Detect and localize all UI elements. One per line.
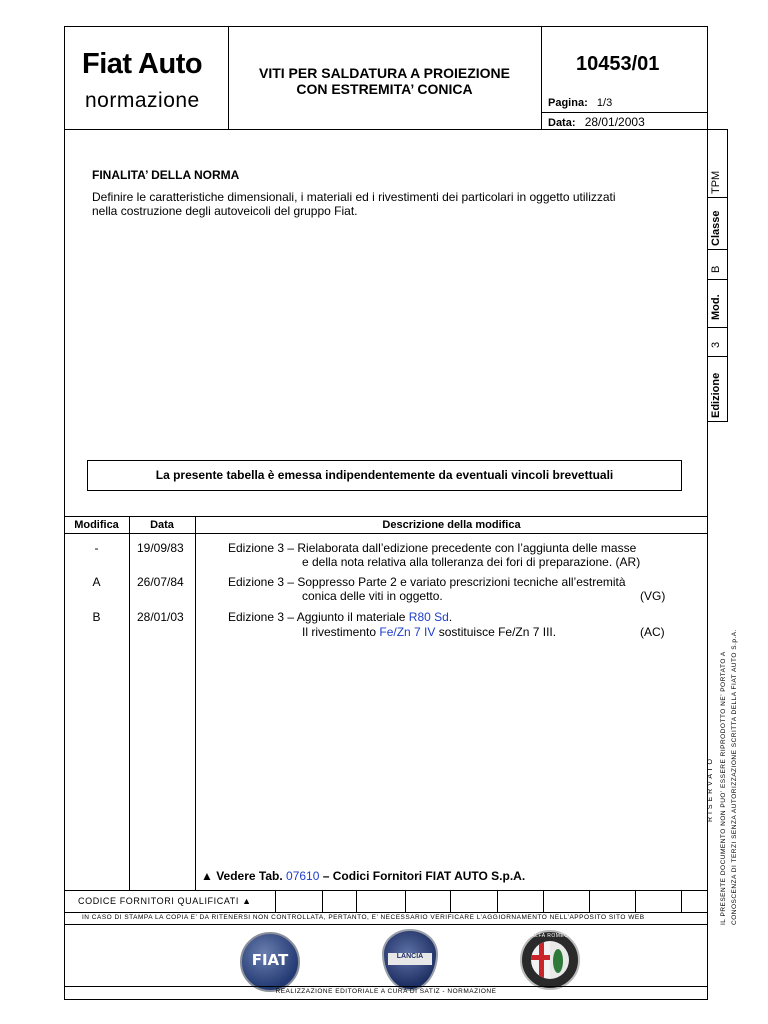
row3-desc-2-pre: Il rivestimento <box>302 625 380 639</box>
alfa-emblem-inner <box>531 941 569 979</box>
row2-desc-1: Edizione 3 – Soppresso Parte 2 e variato prescrizioni tecniche all’estremità <box>228 575 626 589</box>
row1-mod: - <box>94 541 99 555</box>
row3-desc-1-pre: Edizione 3 – Aggiunto il materiale <box>228 610 409 624</box>
row1-desc-1: Edizione 3 – Rielaborata dall’edizione precedente con l’aggiunta delle masse <box>228 541 637 555</box>
date-label: Data: <box>548 117 576 129</box>
supplier-cell-sep-3 <box>356 890 357 912</box>
side-classe-value: B <box>710 265 722 273</box>
fiat-emblem <box>240 932 300 992</box>
title-line-1: VITI PER SALDATURA A PROIEZIONE <box>259 65 510 81</box>
side-tpm: TPM <box>710 170 722 194</box>
row2-date: 26/07/84 <box>137 575 184 589</box>
purpose-line-2: nella costruzione degli autoveicoli del gruppo Fiat. <box>92 204 358 218</box>
brand-subtitle: normazione <box>85 89 200 112</box>
supplier-ref-pre: ▲ Vedere Tab. <box>201 869 287 883</box>
date-value: 28/01/2003 <box>584 115 645 129</box>
supplier-cell-sep-9 <box>635 890 636 912</box>
purpose-line-1: Definire le caratteristiche dimensionali, i materiali ed i rivestimenti dei particolari in oggetto utilizzati <box>92 190 616 204</box>
lancia-emblem-text: LANCIA <box>396 953 424 960</box>
row3-desc-2-post: sostituisce Fe/Zn 7 III. <box>435 625 557 639</box>
alfa-serpent <box>553 949 563 973</box>
date-divider <box>541 112 708 113</box>
side-mod-label: Mod. <box>710 294 722 320</box>
page-info <box>548 97 612 109</box>
document-number: 10453/01 <box>576 53 660 75</box>
page-value: 1/3 <box>596 97 613 109</box>
header-divider <box>64 129 708 130</box>
alfa-cross-h <box>531 955 550 960</box>
side-tab-div-3 <box>707 279 728 280</box>
row3-mod: B <box>92 610 101 624</box>
supplier-cell-sep-4 <box>405 890 406 912</box>
purpose-heading: FINALITA’ DELLA NORMA <box>92 168 240 182</box>
row1-date: 19/09/83 <box>137 541 184 555</box>
supplier-cell-sep-6 <box>497 890 498 912</box>
suppliers-bottom-line <box>64 912 708 913</box>
reserved-line-1: IL PRESENTE DOCUMENTO NON PUO’ ESSERE RIPRODOTTO NE’ PORTATO A <box>720 651 727 925</box>
brand-logo: Fiat Auto <box>82 48 203 80</box>
table-header-line <box>64 533 708 534</box>
side-tab-div-5 <box>707 356 728 357</box>
print-warning: IN CASO DI STAMPA LA COPIA E’ DA RITENERSI NON CONTROLLATA, PERTANTO, E’ NECESSARIO VERIFICARE L’AGGIORNAMENTO NELL’APPOSITO SITO WEB <box>82 914 645 921</box>
supplier-cell-sep-7 <box>543 890 544 912</box>
supplier-cell-sep-1 <box>275 890 276 912</box>
reserved-line-2: CONOSCENZA DI TERZI SENZA AUTORIZZAZIONE SCRITTA DELLA FIAT AUTO S.p.A. <box>731 629 738 925</box>
date-info <box>548 115 645 129</box>
table-top-line <box>64 516 708 517</box>
side-edizione-label: Edizione <box>710 372 722 418</box>
row2-desc-tag: (VG) <box>640 589 666 603</box>
table-link-07610[interactable]: 07610 <box>286 869 320 883</box>
title-line-2: CON ESTREMITA’ CONICA <box>296 81 473 97</box>
reserved-title: R I S E R V A T O <box>707 758 714 822</box>
credit-top-line <box>64 986 708 987</box>
side-tab-div-4 <box>707 327 728 328</box>
supplier-cell-sep-10 <box>681 890 682 912</box>
supplier-ref-post: – Codici Fornitori FIAT AUTO S.p.A. <box>319 869 526 883</box>
row2-mod: A <box>92 575 101 589</box>
side-tab-div-2 <box>707 249 728 250</box>
alfa-cross-v <box>539 941 544 979</box>
row3-desc-tag: (AC) <box>640 625 665 639</box>
row3-date: 28/01/03 <box>137 610 184 624</box>
row3-desc-1-post: . <box>448 610 453 624</box>
side-tab-div-1 <box>707 197 728 198</box>
material-link-r80sd[interactable]: R80 Sd <box>408 610 449 624</box>
col-header-data: Data <box>150 519 174 531</box>
row3-desc-1 <box>228 610 452 624</box>
alfa-emblem-text: ALFA ROMEO <box>531 933 569 939</box>
page-label: Pagina: <box>548 97 588 109</box>
table-col-sep-2 <box>195 516 196 890</box>
supplier-cell-sep-2 <box>322 890 323 912</box>
side-classe-label: Classe <box>710 210 722 246</box>
patent-note: La presente tabella è emessa indipendentemente da eventuali vincoli brevettuali <box>155 468 614 482</box>
suppliers-top-line <box>64 890 708 891</box>
supplier-cell-sep-8 <box>589 890 590 912</box>
side-mod-value: 3 <box>710 341 722 348</box>
header-sep-2 <box>541 26 542 129</box>
col-header-descrizione: Descrizione della modifica <box>382 519 521 531</box>
row3-desc-2 <box>302 625 556 639</box>
table-col-sep-1 <box>129 516 130 890</box>
supplier-cell-sep-5 <box>450 890 451 912</box>
warning-bottom-line <box>64 924 708 925</box>
row1-desc-2: e della nota relativa alla tolleranza dei fori di preparazione. (AR) <box>302 555 641 569</box>
fiat-emblem-text: FIAT <box>251 951 289 969</box>
row2-desc-2: conica delle viti in oggetto. <box>302 589 443 603</box>
footer-credit: REALIZZAZIONE EDITORIALE A CURA DI SATIZ - NORMAZIONE <box>275 988 497 995</box>
coating-link-fezn7iv[interactable]: Fe/Zn 7 IV <box>379 625 436 639</box>
alfa-romeo-emblem <box>520 930 580 990</box>
suppliers-label: CODICE FORNITORI QUALIFICATI ▲ <box>78 896 252 906</box>
document-title <box>228 65 541 97</box>
supplier-reference <box>201 869 525 883</box>
col-header-modifica: Modifica <box>74 519 119 531</box>
